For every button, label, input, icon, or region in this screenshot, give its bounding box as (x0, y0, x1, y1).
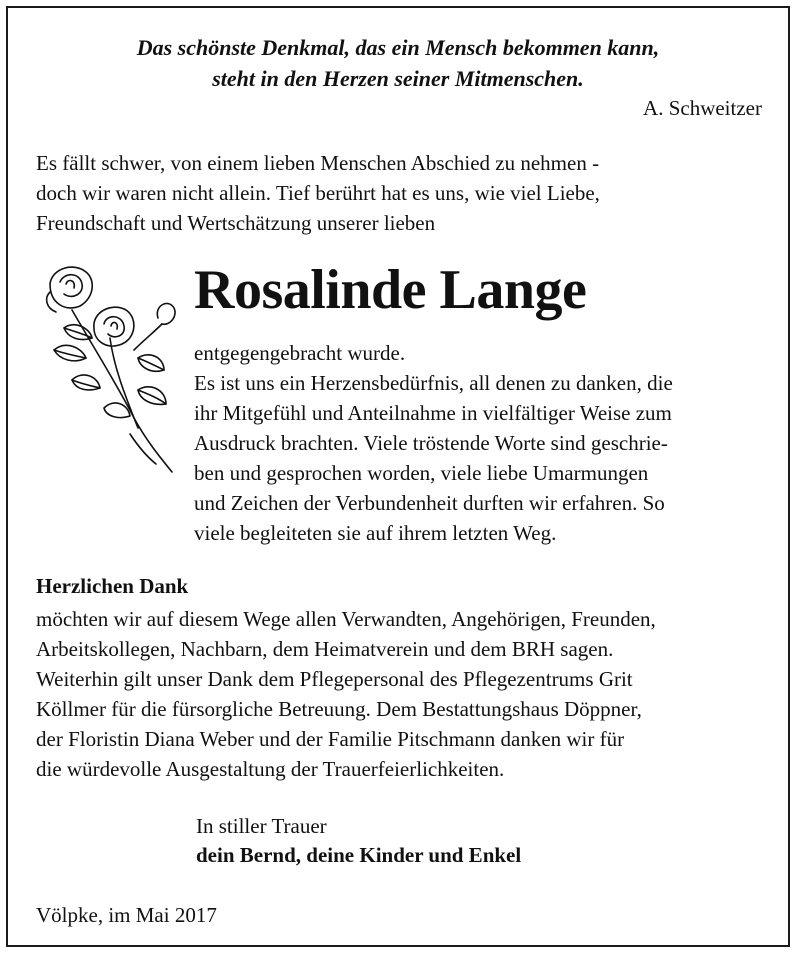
body-line: und Zeichen der Verbundenheit durften wir erfahren. So (194, 491, 665, 515)
quote-line: steht in den Herzen seiner Mitmenschen. (212, 66, 584, 91)
intro-line: Freundschaft und Wertschätzung unserer lieben (36, 211, 436, 235)
body-line: Ausdruck brachten. Viele tröstende Worte sind geschrie- (194, 431, 668, 455)
body-line: ihr Mitgefühl und Anteilnahme in vielfältiger Weise zum (194, 401, 672, 425)
intro-line: Es fällt schwer, von einem lieben Menschen Abschied zu nehmen - (36, 151, 600, 175)
body-paragraph (194, 338, 756, 548)
signature-names: dein Bernd, deine Kinder und Enkel (196, 843, 522, 867)
quote-author: A. Schweitzer (643, 96, 762, 120)
thanks-paragraph (36, 604, 756, 784)
place-date: Völpke, im Mai 2017 (36, 903, 217, 927)
thanks-line: Weiterhin gilt unser Dank dem Pflegepersonal des Pflegezentrums Grit (36, 667, 633, 691)
deceased-name: Rosalinde Lange (194, 259, 587, 321)
obituary-card (6, 6, 790, 947)
thanks-heading: Herzlichen Dank (36, 574, 189, 598)
thanks-line: Köllmer für die fürsorgliche Betreuung. Dem Bestattungshaus Döppner, (36, 697, 642, 721)
quote (8, 32, 788, 94)
body-line: entgegengebracht wurde. (194, 341, 406, 365)
quote-line: Das schönste Denkmal, das ein Mensch bekommen kann, (136, 35, 660, 60)
thanks-line: der Floristin Diana Weber und der Familie Pitschmann danken wir für (36, 727, 625, 751)
body-line: viele begleiteten sie auf ihrem letzten Weg. (194, 521, 557, 545)
roses-icon (34, 258, 184, 480)
signature-label: In stiller Trauer (196, 814, 327, 838)
body-line: Es ist uns ein Herzensbedürfnis, all denen zu danken, die (194, 371, 673, 395)
body-line: ben und gesprochen worden, viele liebe Umarmungen (194, 461, 649, 485)
thanks-line: möchten wir auf diesem Wege allen Verwandten, Angehörigen, Freunden, (36, 607, 656, 631)
thanks-line: die würdevolle Ausgestaltung der Trauerfeierlichkeiten. (36, 757, 505, 781)
intro-line: doch wir waren nicht allein. Tief berührt hat es uns, wie viel Liebe, (36, 181, 600, 205)
thanks-line: Arbeitskollegen, Nachbarn, dem Heimatverein und dem BRH sagen. (36, 637, 614, 661)
intro-paragraph (36, 148, 756, 238)
